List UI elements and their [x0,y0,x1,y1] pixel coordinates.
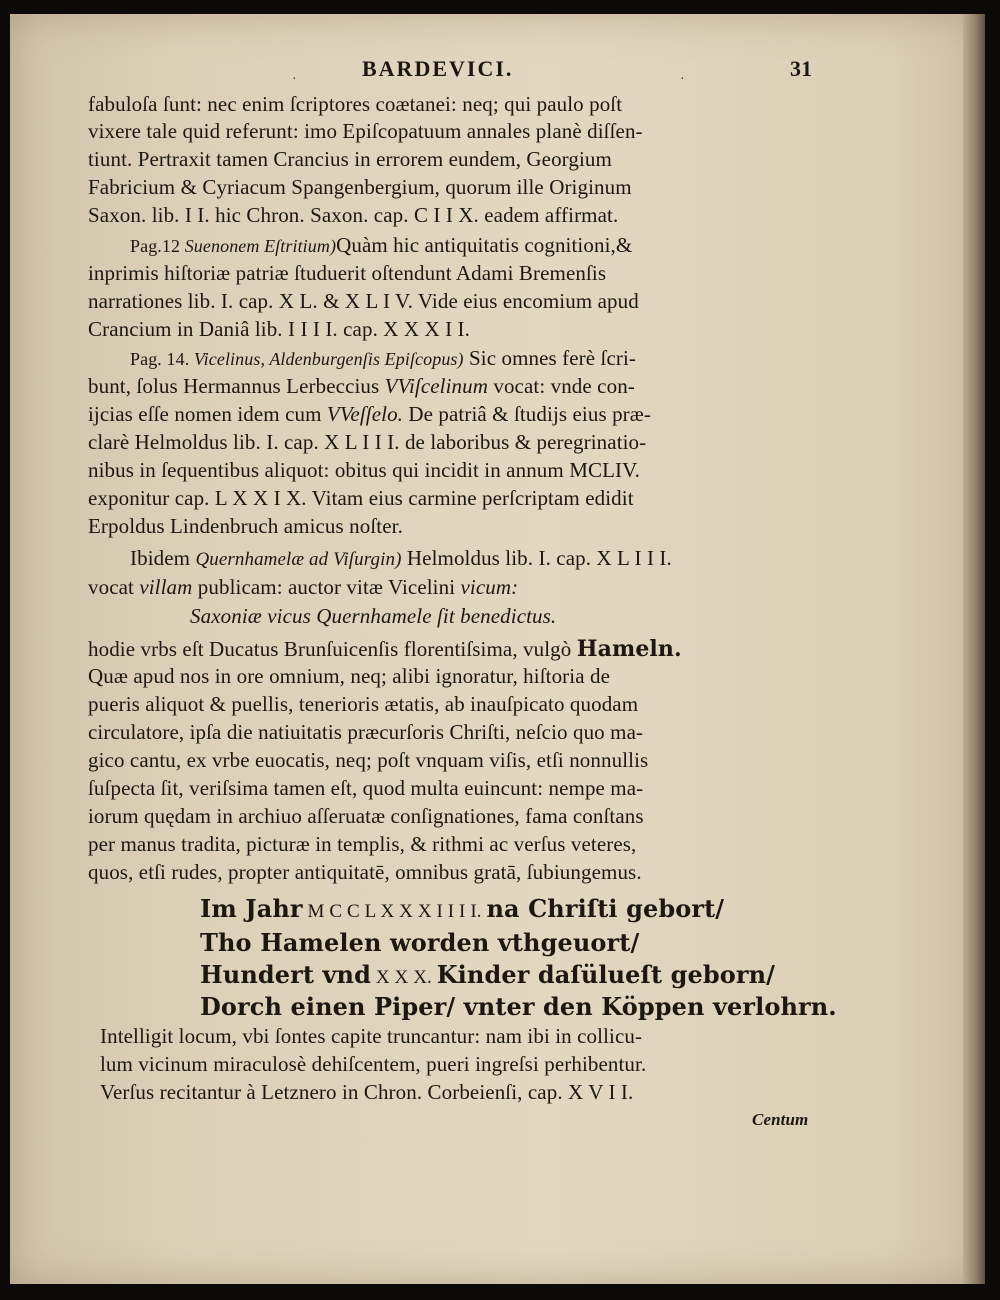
text-line: circulatore, ipſa die natiuitatis præcurſoris Chriſti, neſcio quo ma- [88,720,644,744]
text-line: Pag. 14. Vicelinus, Aldenburgenſis Epiſcopus) Sic omnes ferè ſcri- [130,346,637,370]
text-line: tiunt. Pertraxit tamen Crancius in errorem eundem, Georgium [88,147,612,171]
text-line: Verſus recitantur à Letznero in Chron. Corbeienſi, cap. X V I I. [100,1080,634,1104]
text-line: Ibidem Quernhamelæ ad Viſurgin) Helmoldus lib. I. cap. X L I I I. [130,546,672,570]
text-line: lum vicinum miraculosè dehiſcentem, pueri ingreſsi perhibentur. [100,1052,647,1076]
german-verse-line: Dorch einen Piper/ vnter den Köppen verlohrn. [200,992,837,1021]
text-line: Fabricium & Cyriacum Spangenbergium, quorum ille Originum [88,175,632,199]
text-line: exponitur cap. L X X I X. Vitam eius carmine perſcriptam edidit [88,486,634,510]
text-line: vixere tale quid referunt: imo Epiſcopatuum annales planè diſſen- [88,119,643,143]
header-ornament: · [680,72,685,87]
page-number: 31 [790,56,813,81]
text-line: ſuſpecta ſit, veriſsima tamen eſt, quod multa euincunt: nempe ma- [88,776,644,800]
text-line: gico cantu, ex vrbe euocatis, neq; poſt vnquam viſis, etſi nonnullis [88,748,649,772]
text-line: Crancium in Daniâ lib. I I I I. cap. X X X I I. [88,317,471,341]
text-line: bunt, ſolus Hermannus Lerbeccius VViſcelinum vocat: vnde con- [88,374,635,398]
text-line: inprimis hiſtoriæ patriæ ſtuduerit oſtendunt Adami Bremenſis [88,261,607,285]
text-line: Saxon. lib. I I. hic Chron. Saxon. cap. C I I X. eadem affirmat. [88,203,619,227]
text-line: Erpoldus Lindenbruch amicus noſter. [88,514,403,538]
verse-quotation: Saxoniæ vicus Quernhamele ſit benedictus. [190,604,557,628]
german-verse-line: Hundert vnd X X X. Kinder daſülueſt geborn/ [200,960,776,989]
text-line: fabuloſa ſunt: nec enim ſcriptores coætanei: neq; qui paulo poſt [88,92,623,116]
running-title: BARDEVICI. [362,56,514,81]
text-line: clarè Helmoldus lib. I. cap. X L I I I. de laboribus & peregrinatio- [88,430,647,454]
text-line: vocat villam publicam: auctor vitæ Vicelini vicum: [88,575,519,599]
text-line: ijcias eſſe nomen idem cum VVeſſelo. De patriâ & ſtudijs eius præ- [88,402,651,426]
text-line: iorum quędam in archiuo aſſeruatæ conſignationes, fama conſtans [88,804,644,828]
text-line: Quæ apud nos in ore omnium, neq; alibi ignoratur, hiſtoria de [88,664,611,688]
text-line: quos, etſi rudes, propter antiquitatē, omnibus gratā, ſubiungemus. [88,860,642,884]
text-line: per manus tradita, picturæ in templis, & rithmi ac verſus veteres, [88,832,637,856]
catchword: Centum [752,1110,809,1129]
german-verse-line: Tho Hamelen worden vthgeuort/ [200,928,640,957]
text-line: Pag.12 Suenonem Eſtritium)Quàm hic antiquitatis cognitioni,& [130,233,633,257]
german-verse-line: Im Jahr M C C L X X X I I I I. na Chriſti gebort/ [200,894,725,923]
header-ornament: · [292,72,297,87]
text-line: pueris aliquot & puellis, tenerioris ætatis, ab inauſpicato quodam [88,692,639,716]
text-line: narrationes lib. I. cap. X L. & X L I V. Vide eius encomium apud [88,289,639,313]
page-edge [963,14,985,1284]
text-line: nibus in ſequentibus aliquot: obitus qui incidit in annum MCLIV. [88,458,640,482]
text-line: Intelligit locum, vbi ſontes capite truncantur: nam ibi in collicu- [100,1024,643,1048]
text-line: hodie vrbs eſt Ducatus Brunſuicenſis florentiſsima, vulgò Hameln. [88,636,682,662]
